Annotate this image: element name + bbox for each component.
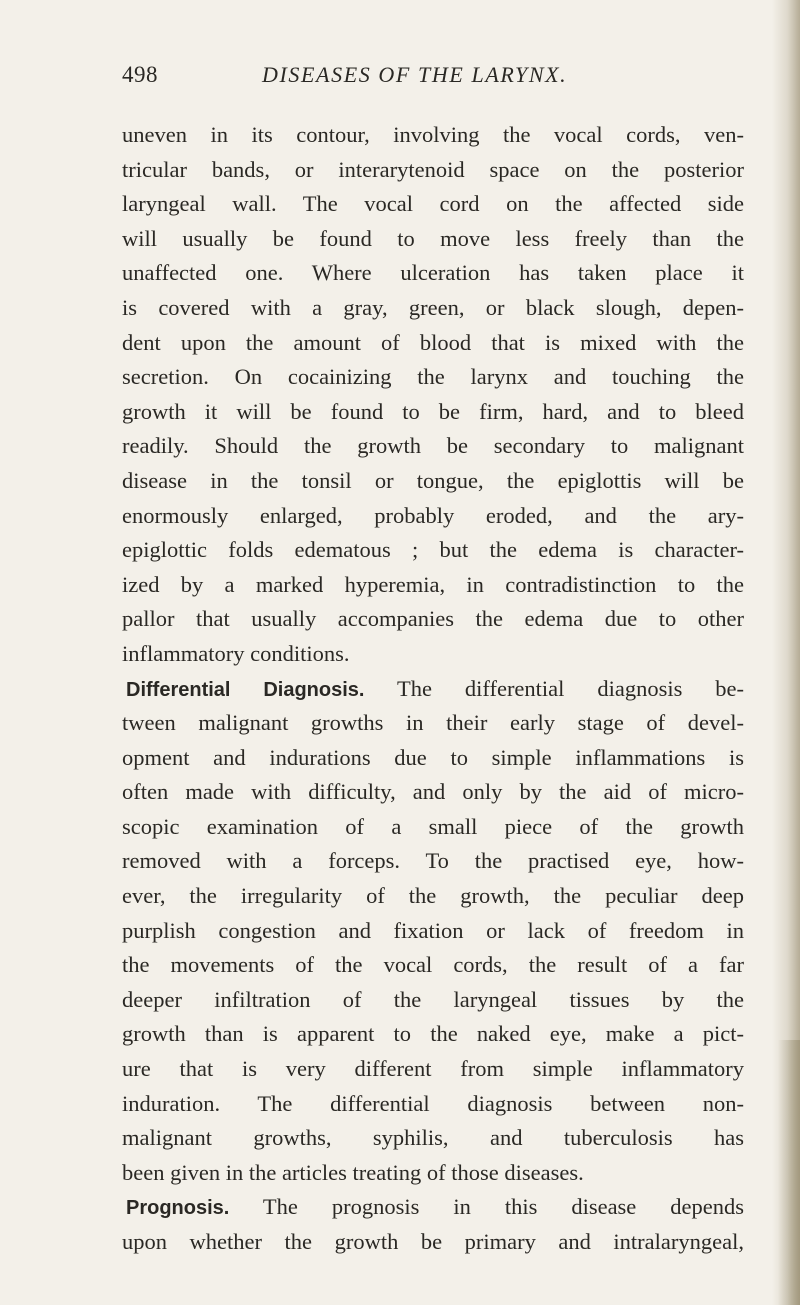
page-number: 498 [122,62,158,87]
text-line: epiglottic folds edematous ; but the edema is character- [122,537,744,563]
differential-diagnosis-paragraph-start [122,672,744,707]
text-line: growth than is apparent to the naked eye, make a pict- [122,1021,744,1047]
text-line: is covered with a gray, green, or black slough, depen- [122,294,744,320]
text-fragment: The prognosis in this disease depends [229,1194,744,1220]
text-fragment: The differential diagnosis be- [364,675,744,701]
text-line: malignant growths, syphilis, and tuberculosis has [122,1125,744,1151]
text-line: growth it will be found to be firm, hard, and to bleed [122,398,744,424]
text-line: opment and indurations due to simple inflammations is [122,744,744,770]
running-head [122,62,742,102]
text-line: ure that is very different from simple inflammatory [122,1056,744,1082]
text-line: often made with difficulty, and only by the aid of micro- [122,779,744,805]
text-line: the movements of the vocal cords, the result of a far [122,952,744,978]
prognosis-heading: Prognosis. [126,1197,230,1220]
text-line: uneven in its contour, involving the vocal cords, ven- [122,122,744,147]
differential-diagnosis-heading: Differential Diagnosis. [126,678,365,701]
text-line: scopic examination of a small piece of the growth [122,813,744,839]
prognosis-paragraph-start [122,1190,744,1225]
body-text [122,118,744,1260]
text-line: tricular bands, or interarytenoid space on the posterior [122,156,744,182]
page-edge-shadow-lower [778,1040,800,1305]
text-line: unaffected one. Where ulceration has taken place it [122,260,744,286]
text-line: tween malignant growths in their early stage of devel- [122,710,744,736]
running-title: DISEASES OF THE LARYNX. [262,62,568,87]
text-line: purplish congestion and fixation or lack of freedom in [122,917,744,943]
text-line: laryngeal wall. The vocal cord on the affected side [122,191,744,217]
text-line: ized by a marked hyperemia, in contradistinction to the [122,571,744,597]
text-line: secretion. On cocainizing the larynx and touching the [122,364,744,390]
text-line: enormously enlarged, probably eroded, and the ary- [122,502,744,528]
text-line: dent upon the amount of blood that is mixed with the [122,329,744,355]
text-line: been given in the articles treating of those diseases. [122,1159,584,1185]
text-line: ever, the irregularity of the growth, the peculiar deep [122,883,744,909]
text-line: readily. Should the growth be secondary to malignant [122,433,744,459]
text-line: will usually be found to move less freely than the [122,225,744,251]
text-line: induration. The differential diagnosis between non- [122,1090,744,1116]
text-line: upon whether the growth be primary and intralaryngeal, [122,1229,744,1254]
text-line: deeper infiltration of the laryngeal tissues by the [122,986,744,1012]
text-line: disease in the tonsil or tongue, the epiglottis will be [122,467,744,493]
text-line: removed with a forceps. To the practised eye, how- [122,848,744,874]
text-line: pallor that usually accompanies the edema due to other [122,606,744,632]
text-line: inflammatory conditions. [122,640,350,666]
